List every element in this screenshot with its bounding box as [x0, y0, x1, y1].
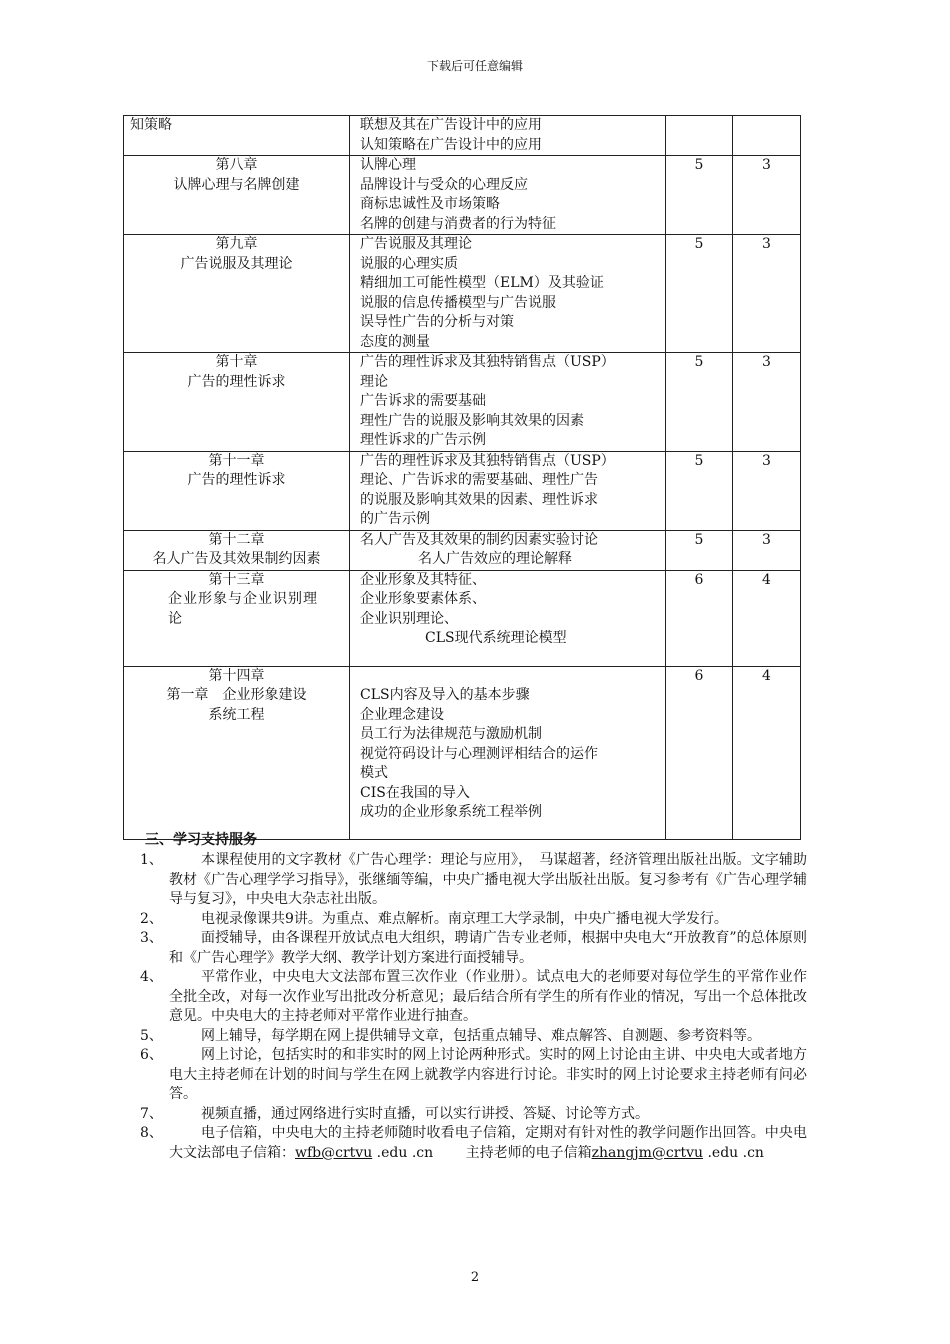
content-line: 商标忠诚性及市场策略 [360, 196, 500, 212]
hours-cell-a: 6 [666, 570, 733, 666]
hours-cell-a: 5 [666, 156, 733, 235]
item-number: 6、 [140, 1047, 163, 1063]
support-list [140, 851, 807, 1163]
item-text: 视频直播，通过网络进行实时直播，可以实行讲授、答疑、讨论等方式。 [201, 1105, 649, 1122]
item-number: 4、 [140, 969, 163, 985]
item-number: 3、 [140, 930, 163, 946]
chapter-cell [124, 451, 350, 530]
list-item [140, 929, 807, 968]
hours-cell-a: 5 [666, 353, 733, 452]
section-title: 三、学习支持服务 [145, 832, 257, 848]
item-number: 8、 [140, 1125, 163, 1141]
content-line: 误导性广告的分析与对策 [360, 314, 514, 330]
content-cell [350, 570, 666, 666]
item-text: 网上辅导，每学期在网上提供辅导文章，包括重点辅导、难点解答、自测题、参考资料等。 [201, 1027, 761, 1044]
content-cell [350, 451, 666, 530]
content-cell [350, 116, 666, 156]
chapter-line: 第九章 [215, 236, 258, 252]
content-line: 名人广告效应的理论解释 [418, 551, 572, 567]
content-line: 的广告示例 [360, 511, 430, 527]
table-row [124, 116, 801, 156]
hours-cell-b: 3 [733, 530, 801, 570]
email-link[interactable]: wfb@crtvu [295, 1144, 373, 1161]
content-line: 广告的理性诉求及其独特销售点（USP） [360, 354, 615, 370]
chapter-line: 第十章 [215, 354, 258, 370]
chapter-cell [124, 530, 350, 570]
chapter-cell [124, 116, 350, 156]
list-item [140, 1027, 807, 1047]
content-cell [350, 530, 666, 570]
list-item [140, 1124, 807, 1163]
hours-cell-b: 4 [733, 570, 801, 666]
item-number: 2、 [140, 910, 163, 927]
syllabus-table [123, 115, 801, 840]
hours-cell-a: 6 [666, 666, 733, 839]
content-line: 认知策略在广告设计中的应用 [360, 136, 542, 153]
content-line: 名人广告及其效果的制约因素实验讨论 [360, 531, 598, 548]
hours-cell-b: 4 [733, 666, 801, 839]
content-line: 理论 [360, 373, 388, 390]
item-text: 网上讨论，包括实时的和非实时的网上讨论两种形式。实时的网上讨论由主讲、中央电大或者地方电大主持老师在计划的时间与学生在网上就教学内容进行讨论。非实时的网上讨论要求主持老师有问必答。 [169, 1047, 807, 1102]
item-number: 7、 [140, 1105, 163, 1122]
chapter-line: 广告说服及其理论 [180, 255, 293, 272]
chapter-line: 第十一章 [208, 452, 265, 469]
hours-cell-b: 3 [733, 235, 801, 353]
content-line: 说服的心理实质 [360, 255, 458, 272]
content-line: 名牌的创建与消费者的行为特征 [360, 215, 556, 232]
chapter-line: 论 [168, 610, 183, 627]
content-line: 广告的理性诉求及其独特销售点（USP） [360, 452, 615, 469]
chapter-line: 第八章 [215, 157, 258, 173]
page-header: 下载后可任意编辑 [426, 59, 523, 73]
content-line: 精细加工可能性模型（ELM）及其验证 [360, 275, 604, 291]
content-line: 视觉符码设计与心理测评相结合的运作 [360, 745, 598, 762]
chapter-line: 企业形象与企业识别理 [168, 591, 318, 607]
table-row [124, 156, 801, 235]
content-line: 联想及其在广告设计中的应用 [360, 117, 542, 133]
list-item [140, 968, 807, 1027]
chapter-line: 第十二章 [208, 531, 265, 548]
content-line: 企业形象要素体系、 [360, 591, 486, 607]
table-row [124, 530, 801, 570]
chapter-cell [124, 156, 350, 235]
content-line: 成功的企业形象系统工程举例 [360, 804, 542, 820]
item-text: 平常作业，中央电大文法部布置三次作业（作业册）。试点电大的老师要对每位学生的平常作业作全批全改，对每一次作业写出批改分析意见；最后结合所有学生的所有作业的情况，写出一个总体批改意见。中央电大的主持老师对平常作业进行抽查。 [169, 969, 807, 1024]
table-row [124, 666, 801, 839]
content-line: 认牌心理 [360, 157, 416, 173]
hours-cell-a: 5 [666, 235, 733, 353]
item-number: 1、 [140, 852, 163, 868]
hours-cell-b: 3 [733, 156, 801, 235]
content-line: 态度的测量 [360, 333, 430, 350]
content-line: 广告说服及其理论 [360, 236, 472, 252]
content-line: 品牌设计与受众的心理反应 [360, 176, 528, 193]
item-text [169, 1124, 807, 1163]
hours-cell-a: 5 [666, 451, 733, 530]
chapter-line: 第十三章 [208, 571, 265, 588]
content-line: CLS内容及导入的基本步骤 [360, 687, 530, 703]
chapter-line: 第十四章 [208, 667, 265, 684]
chapter-cell [124, 235, 350, 353]
content-line: 理性诉求的广告示例 [360, 432, 486, 448]
content-line: 说服的信息传播模型与广告说服 [360, 294, 556, 311]
table-row [124, 235, 801, 353]
content-line: 员工行为法律规范与激励机制 [360, 726, 542, 742]
chapter-line: 第一章 企业形象建设 [166, 687, 307, 703]
chapter-cell [124, 570, 350, 666]
chapter-line: 知策略 [130, 117, 172, 133]
hours-cell-b: 3 [733, 451, 801, 530]
content-cell [350, 353, 666, 452]
item-number: 5、 [140, 1027, 163, 1044]
content-line: 的说服及影响其效果的因素、理性诉求 [360, 491, 598, 508]
chapter-line: 系统工程 [208, 706, 265, 723]
hours-cell-a: 5 [666, 530, 733, 570]
table-row [124, 570, 801, 666]
content-line: 企业形象及其特征、 [360, 571, 486, 588]
list-item [140, 1105, 807, 1125]
item-text: 本课程使用的文字教材《广告心理学：理论与应用》， 马谋超著，经济管理出版社出版。文字辅助教材《广告心理学学习指导》，张继缅等编，中央广播电视大学出版社出版。复习参考有《广告心理学辅导与复习》，中央电大杂志社出版。 [169, 852, 807, 907]
chapter-cell [124, 353, 350, 452]
content-line [360, 667, 661, 687]
item-text: 面授辅导，由各课程开放试点电大组织，聘请广告专业老师，根据中央电大“开放教育”的总体原则和《广告心理学》教学大纲、教学计划方案进行面授辅导。 [169, 930, 807, 966]
content-line: 模式 [360, 765, 388, 781]
hours-cell-b: 3 [733, 353, 801, 452]
chapter-line: 广告的理性诉求 [187, 373, 286, 390]
table-row [124, 451, 801, 530]
content-cell [350, 666, 666, 839]
hours-cell-b [733, 116, 801, 156]
list-item [140, 851, 807, 910]
content-line: 企业识别理论、 [360, 610, 458, 627]
item-text: 电视录像课共9讲。为重点、难点解析。南京理工大学录制，中央广播电视大学发行。 [201, 910, 728, 927]
list-item [140, 1046, 807, 1105]
content-line: CLS现代系统理论模型 [425, 630, 567, 646]
hours-cell-a [666, 116, 733, 156]
table-row [124, 353, 801, 452]
page-number: 2 [470, 1270, 480, 1285]
content-line: 企业理念建设 [360, 706, 444, 723]
content-line: CIS在我国的导入 [360, 784, 470, 801]
list-item [140, 910, 807, 930]
chapter-cell [124, 666, 350, 839]
email-link[interactable]: zhangjm@crtvu [591, 1144, 704, 1161]
chapter-line: 广告的理性诉求 [187, 472, 286, 488]
chapter-line: 名人广告及其效果制约因素 [152, 551, 321, 567]
content-line: 理性广告的说服及影响其效果的因素 [360, 412, 584, 429]
content-line: 理论、广告诉求的需要基础、理性广告 [360, 472, 598, 488]
email-suffix: .edu .cn 主持老师的电子信箱 [372, 1144, 592, 1161]
content-line: 广告诉求的需要基础 [360, 393, 486, 409]
item-text-part: 电子信箱，中央电大的主持老师随时收看电子信箱，定期对有针对性的教学问题作出回答。中央电大文法部电子信箱： [169, 1125, 807, 1161]
content-cell [350, 156, 666, 235]
content-cell [350, 235, 666, 353]
chapter-line: 认牌心理与名牌创建 [173, 176, 300, 193]
email-suffix: .edu .cn [703, 1144, 764, 1161]
